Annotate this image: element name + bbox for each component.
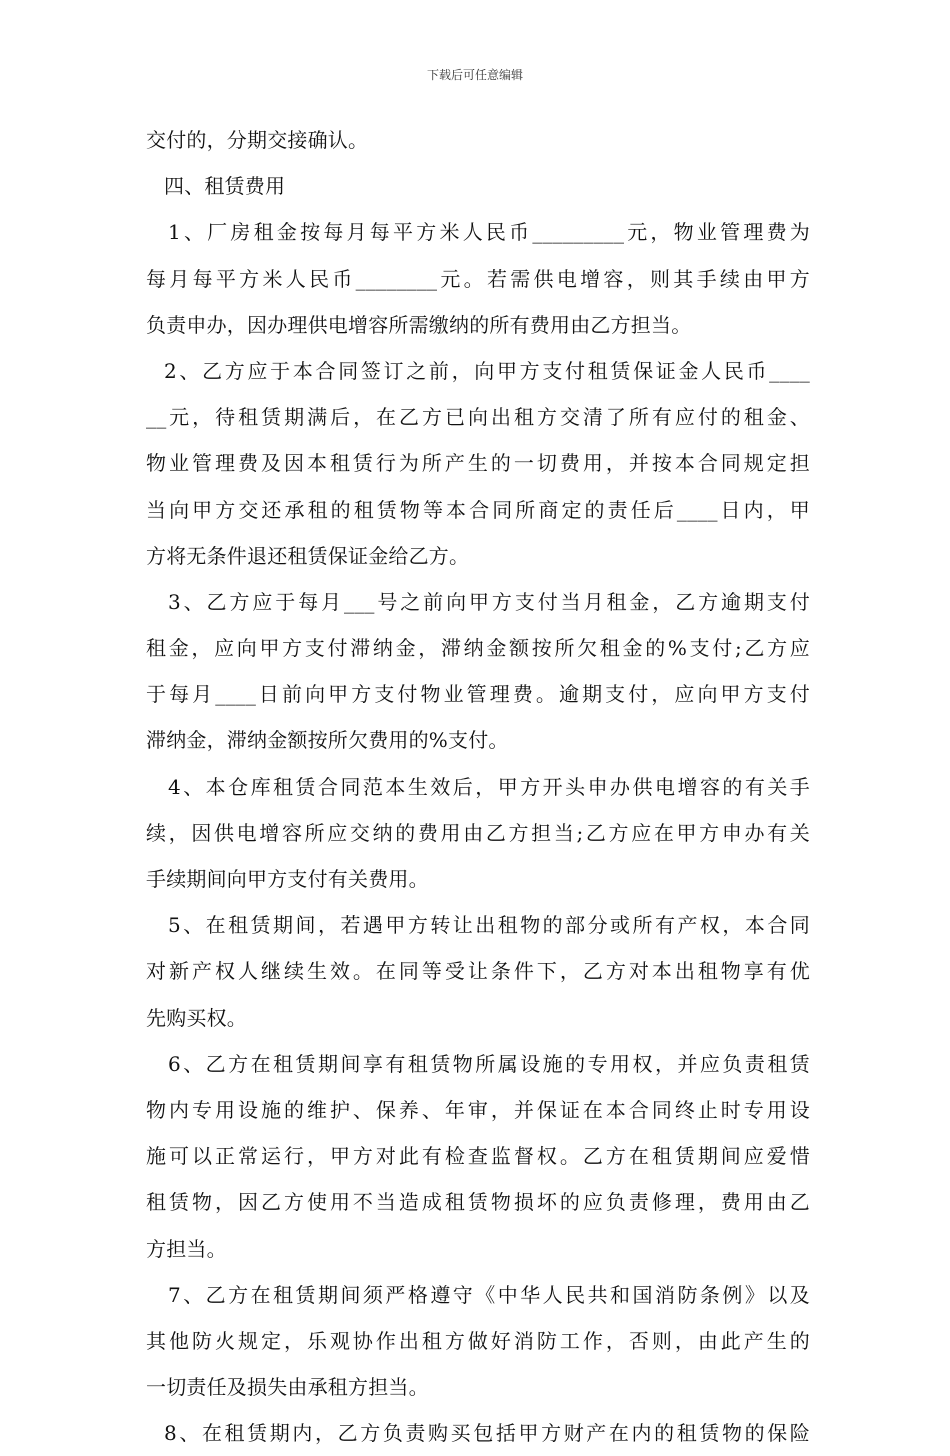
text-line: 5、在租赁期间，若遇甲方转让出租物的部分或所有产权，本合同 [168,913,810,938]
text-line: 每月每平方米人民币________元。若需供电增容，则其手续由甲方 [146,266,810,291]
text-line: 4、本仓库租赁合同范本生效后，甲方开头申办供电增容的有关手 [168,774,810,799]
text-line: 物业管理费及因本租赁行为所产生的一切费用，并按本合同规定担 [146,451,810,476]
text-line: 滞纳金，滞纳金额按所欠费用的%支付。 [146,728,509,753]
text-line: 其他防火规定，乐观协作出租方做好消防工作，否则，由此产生的 [146,1328,810,1353]
text-line: 一切责任及损失由承租方担当。 [146,1375,429,1400]
text-line: 6、乙方在租赁期间享有租赁物所属设施的专用权，并应负责租赁 [168,1051,810,1076]
text-line: 负责申办，因办理供电增容所需缴纳的所有费用由乙方担当。 [146,312,692,337]
text-line: 3、乙方应于每月___号之前向甲方支付当月租金，乙方逾期支付 [168,589,810,614]
page-header-watermark: 下载后可任意编辑 [426,68,523,82]
text-line: 手续期间向甲方支付有关费用。 [146,867,429,891]
text-line: 1、厂房租金按每月每平方米人民币_________元，物业管理费为 [168,220,810,245]
text-line: 对新产权人继续生效。在同等受让条件下，乙方对本出租物享有优 [146,959,810,984]
text-line: 施可以正常运行，甲方对此有检查监督权。乙方在租赁期间应爱惜 [146,1144,810,1169]
text-line: 于每月____日前向甲方支付物业管理费。逾期支付，应向甲方支付 [146,682,810,707]
text-line: 方担当。 [146,1236,227,1261]
text-line: 2、乙方应于本合同签订之前，向甲方支付租赁保证金人民币____ [164,358,810,383]
text-line: 四、租赁费用 [164,174,286,199]
text-line: 先购买权。 [146,1005,247,1030]
text-line: 当向甲方交还承租的租赁物等本合同所商定的责任后____日内，甲 [146,497,810,522]
text-line: 续，因供电增容所应交纳的费用由乙方担当;乙方应在甲方申办有关 [146,820,810,845]
text-line: 交付的，分期交接确认。 [146,128,369,152]
text-line: 物内专用设施的维护、保养、年审，并保证在本合同终止时专用设 [146,1097,810,1122]
text-line: __元，待租赁期满后，在乙方已向出租方交清了所有应付的租金、 [146,405,810,430]
document-body [146,117,810,1456]
text-line: 方将无条件退还租赁保证金给乙方。 [146,543,470,568]
text-line: 7、乙方在租赁期间须严格遵守《中华人民共和国消防条例》以及 [168,1282,810,1307]
text-line: 8、在租赁期内，乙方负责购买包括甲方财产在内的租赁物的保险 [164,1421,810,1446]
text-line: 租赁物，因乙方使用不当造成租赁物损坏的应负责修理，费用由乙 [146,1190,810,1215]
text-line: 租金，应向甲方支付滞纳金，滞纳金额按所欠租金的%支付;乙方应 [146,636,810,661]
